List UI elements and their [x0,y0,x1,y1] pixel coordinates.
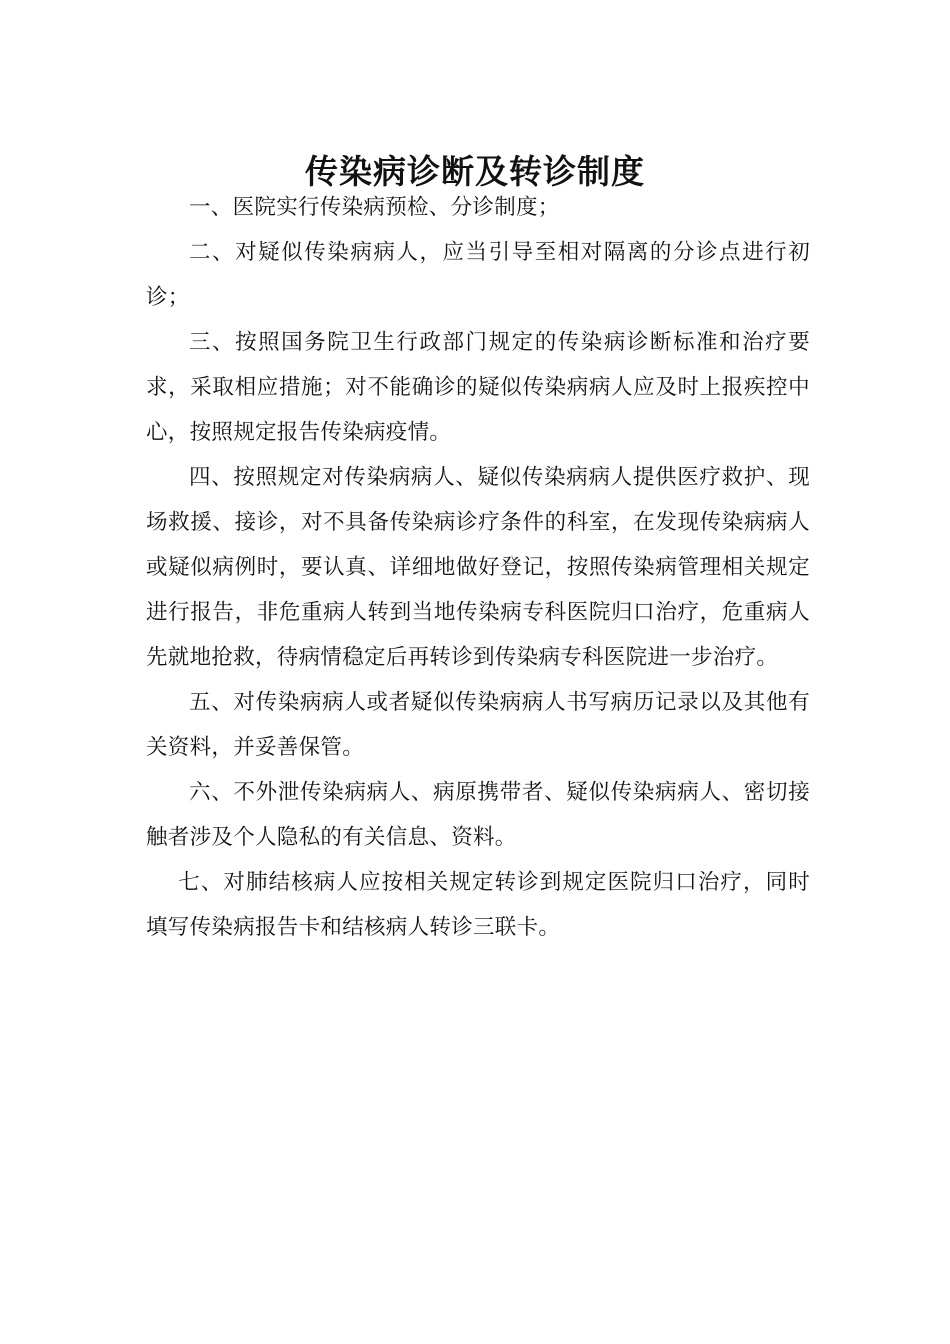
paragraph-1: 一、医院实行传染病预检、分诊制度； [189,195,560,220]
document-title: 传染病诊断及转诊制度 [305,152,645,192]
paragraph-5: 五、对传染病病人或者疑似传染病病人书写病历记录以及其他有关资料，并妥善保管。 [146,690,810,760]
paragraph-2: 二、对疑似传染病病人，应当引导至相对隔离的分诊点进行初诊； [146,240,810,310]
paragraph-4: 四、按照规定对传染病病人、疑似传染病病人提供医疗救护、现场救援、接诊，对不具备传染病诊疗条件的科室，在发现传染病病人或疑似病例时，要认真、详细地做好登记，按照传染病管理相关规定进行报告，非危重病人转到当地传染病专科医院归口治疗，危重病人先就地抢救，待病情稳定后再转诊到传染病专科医院进一步治疗。 [146,465,810,670]
paragraph-3: 三、按照国务院卫生行政部门规定的传染病诊断标准和治疗要求，采取相应措施；对不能确诊的疑似传染病病人应及时上报疾控中心，按照规定报告传染病疫情。 [146,330,810,445]
document-body [146,185,810,950]
paragraph-7: 七、对肺结核病人应按相关规定转诊到规定医院归口治疗，同时填写传染病报告卡和结核病人转诊三联卡。 [146,870,810,940]
paragraph-6: 六、不外泄传染病病人、病原携带者、疑似传染病病人、密切接触者涉及个人隐私的有关信息、资料。 [146,780,810,850]
